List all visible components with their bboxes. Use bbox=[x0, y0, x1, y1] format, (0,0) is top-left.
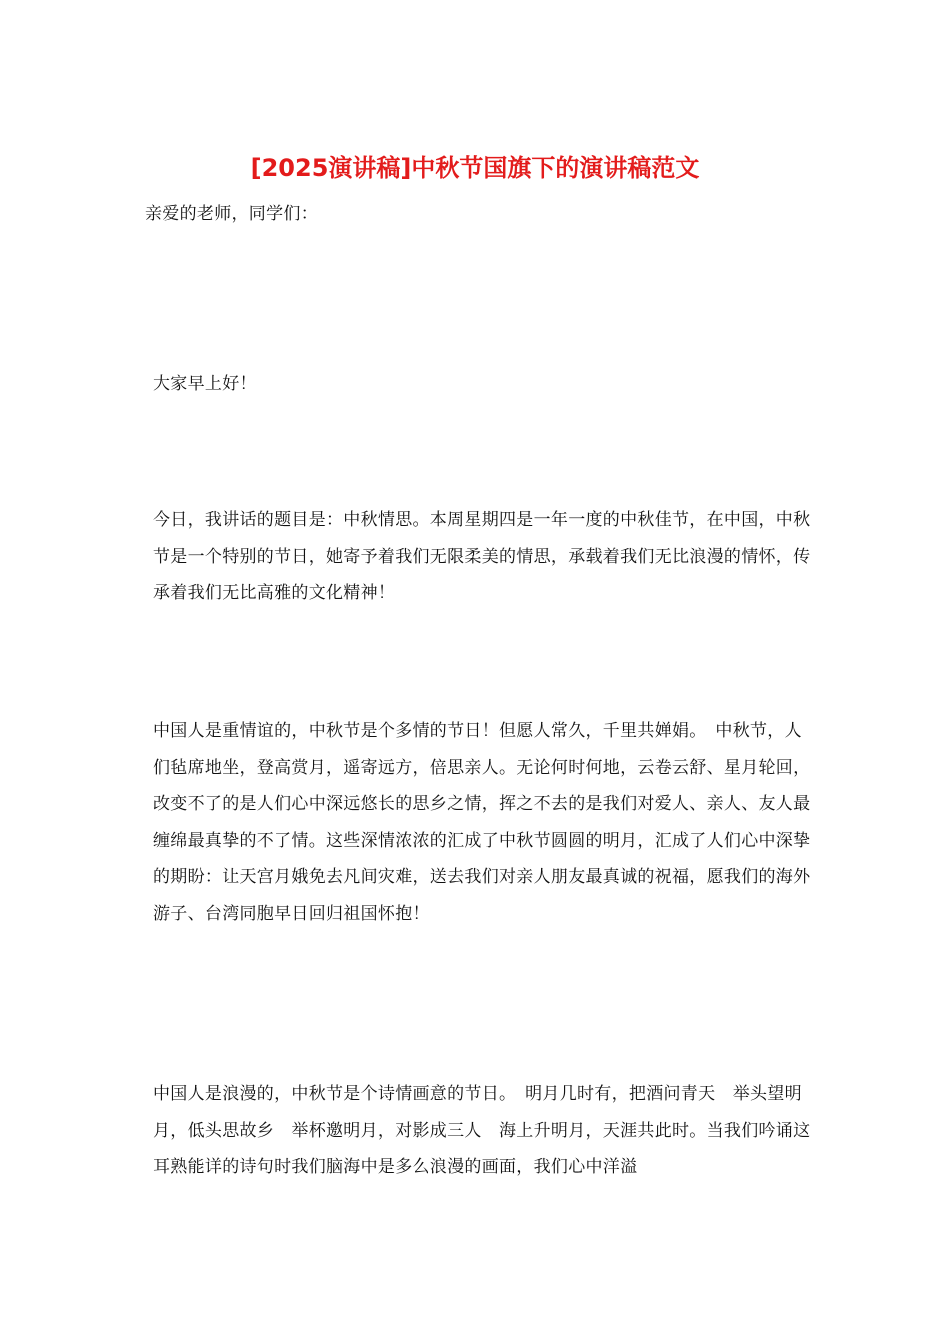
paragraph-2: 今日，我讲话的题目是：中秋情思。本周星期四是一年一度的中秋佳节，在中国，中秋节是一个特别的节日，她寄予着我们无限柔美的情思，承载着我们无比浪漫的情怀，传承着我们无比高雅的文化精神！ bbox=[153, 510, 811, 603]
document-title: [2025演讲稿]中秋节国旗下的演讲稿范文 bbox=[250, 154, 700, 182]
paragraph-1: 大家早上好！ bbox=[153, 374, 257, 394]
paragraph-4: 中国人是浪漫的，中秋节是个诗情画意的节日。 明月几时有，把酒问青天 举头望明月，低头思故乡 举杯邀明月，对影成三人 海上升明月，天涯共此时。当我们吟诵这耳熟能详的诗句时我们脑海中是多么浪漫的画面，我们心中洋溢 bbox=[153, 1084, 811, 1177]
paragraph-3: 中国人是重情谊的，中秋节是个多情的节日！但愿人常久，千里共婵娟。 中秋节，人们毡席地坐，登高赏月，遥寄远方，倍思亲人。无论何时何地，云卷云舒、星月轮回，改变不了的是人们心中深远悠长的思乡之情，挥之不去的是我们对爱人、亲人、友人最缠绵最真挚的不了情。这些深情浓浓的汇成了中秋节圆圆的明月，汇成了人们心中深挚的期盼：让天宫月娥免去凡间灾难，送去我们对亲人朋友最真诚的祝福，愿我们的海外游子、台湾同胞早日回归祖国怀抱！ bbox=[153, 721, 811, 924]
greeting-line: 亲爱的老师，同学们： bbox=[145, 204, 318, 224]
